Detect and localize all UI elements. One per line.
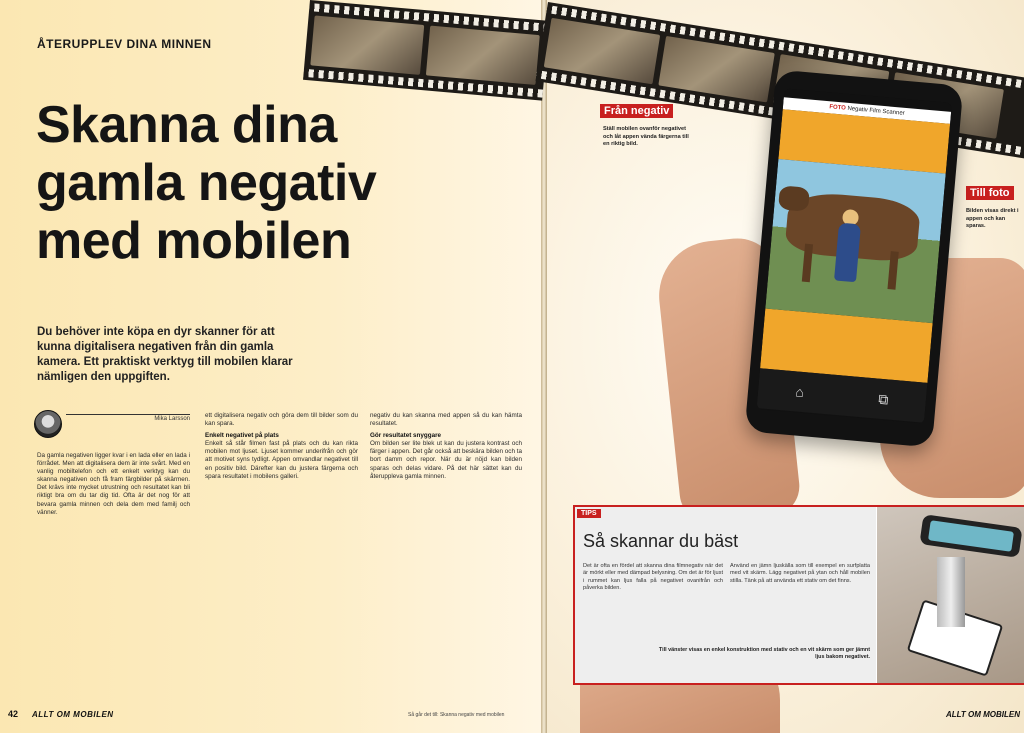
tips-photo <box>877 507 1024 683</box>
page-number: 42 <box>8 709 19 719</box>
caption-from-negative: Ställ mobilen ovanför negativet och låt appen vända färgerna till en riktig bild. <box>603 126 689 147</box>
body-text: negativ du kan skanna med appen så du kan hämta resultatet. <box>370 412 522 428</box>
tips-footnote: Till vänster visas en enkel konstruktion med stativ och en vit skärm som ger jämnt ljus bakom negativet. <box>658 647 870 660</box>
body-column-1: Da gamla negativen ligger kvar i en lada eller en lada i förrådet. Men att digitalisera dem är inte svårt. Med en vanlig mobiltelefon och ett enkelt verktyg kan du skanna negativen och få fram färgbilder på skärmen. Det krävs inte mycket utrustning och resultatet kan bli riktigt bra om du tar dig tid. Ofta är det nog för att bevara gamla minnen och dela dem med familj och vänner. <box>37 452 190 516</box>
film-frame <box>310 15 424 74</box>
kicker: ÅTERUPPLEV DINA MINNEN <box>37 37 212 51</box>
app-title: Negativ Film Scanner <box>847 105 905 117</box>
headline-line: Skanna dina <box>36 96 337 154</box>
tips-title: Så skannar du bäst <box>583 531 739 551</box>
home-icon[interactable]: ⌂ <box>794 383 805 401</box>
subheading: Gör resultatet snyggare <box>370 432 442 440</box>
phone-stand <box>937 557 965 627</box>
label-to-photo: Till foto <box>966 186 1014 200</box>
body-column-2 <box>205 412 358 481</box>
scanned-photo <box>765 159 945 323</box>
film-frame <box>544 18 660 85</box>
tips-text-area <box>575 507 876 683</box>
body-text: Om bilden ser lite blek ut kan du justera kontrast och färger i appen. Det går också att beskära bilden och ta bort damm och repor. När du är nöjd kan bilden sparas och delas vidare. På det här sättet kan du återuppleva gamla minnen. <box>370 440 522 480</box>
body-column-3 <box>370 412 522 481</box>
subheading: Enkelt negativet på plats <box>205 432 279 440</box>
headline-line: gamla negativ <box>36 154 377 212</box>
author-name: Mika Larsson <box>154 416 190 422</box>
cow-head <box>778 185 810 212</box>
phone-screen <box>757 88 952 423</box>
tips-box <box>573 505 1024 685</box>
magazine-name-right: ALLT OM MOBILEN <box>945 710 1020 719</box>
tips-tag: TIPS <box>577 509 601 518</box>
phone-on-stand <box>919 514 1022 558</box>
tips-column-1: Det är ofta en fördel att skanna dina filmnegativ när det är mörkt eller med dämpad belysning. Om det är för ljust i rummet kan ljus falla på negativet ovanifrån och påverka bilden. <box>583 563 723 592</box>
headline <box>36 96 456 270</box>
footer-text: Så går det till: Skanna negativ med mobilen <box>408 712 505 718</box>
magazine-name: ALLT OM MOBILEN <box>32 710 114 719</box>
body-text: ett digitalisera negativ och göra dem till bilder som du kan spara. <box>205 412 358 428</box>
app-brand: FOTO <box>829 104 847 112</box>
child <box>834 223 861 283</box>
headline-line: med mobilen <box>36 212 352 270</box>
caption-to-photo: Bilden visas direkt i appen och kan sparas. <box>966 208 1019 229</box>
film-frame <box>426 26 540 85</box>
byline-rule <box>66 414 190 415</box>
camera-icon[interactable]: ⧉ <box>877 390 890 408</box>
byline <box>34 408 190 440</box>
smartphone <box>745 69 964 447</box>
label-from-negative: Från negativ <box>600 104 673 118</box>
page-gutter <box>541 0 547 733</box>
film-frame <box>658 36 774 103</box>
tips-column-2: Använd en jämn ljuskälla som till exempel en surfplatta med vit skärm. Lägg negativet på ytan och håll mobilen stilla. Tänk på att använda ett stativ om det finns. <box>730 563 870 584</box>
ingress: Du behöver inte köpa en dyr skanner för att kunna digitalisera negativen från din gamla kamera. Ett praktiskt verktyg till mobilen klarar nämligen den uppgiften. <box>37 326 293 383</box>
body-text: Enkelt så står filmen fast på plats och du kan rikta mobilen mot ljuset. Ljuset kommer underifrån och gör att motivet syns tydligt. Appen omvandlar negativet till en positiv bild. Därefter kan du justera färgerna och spara resultatet i mobilens galleri. <box>205 440 358 480</box>
author-avatar <box>34 410 62 438</box>
